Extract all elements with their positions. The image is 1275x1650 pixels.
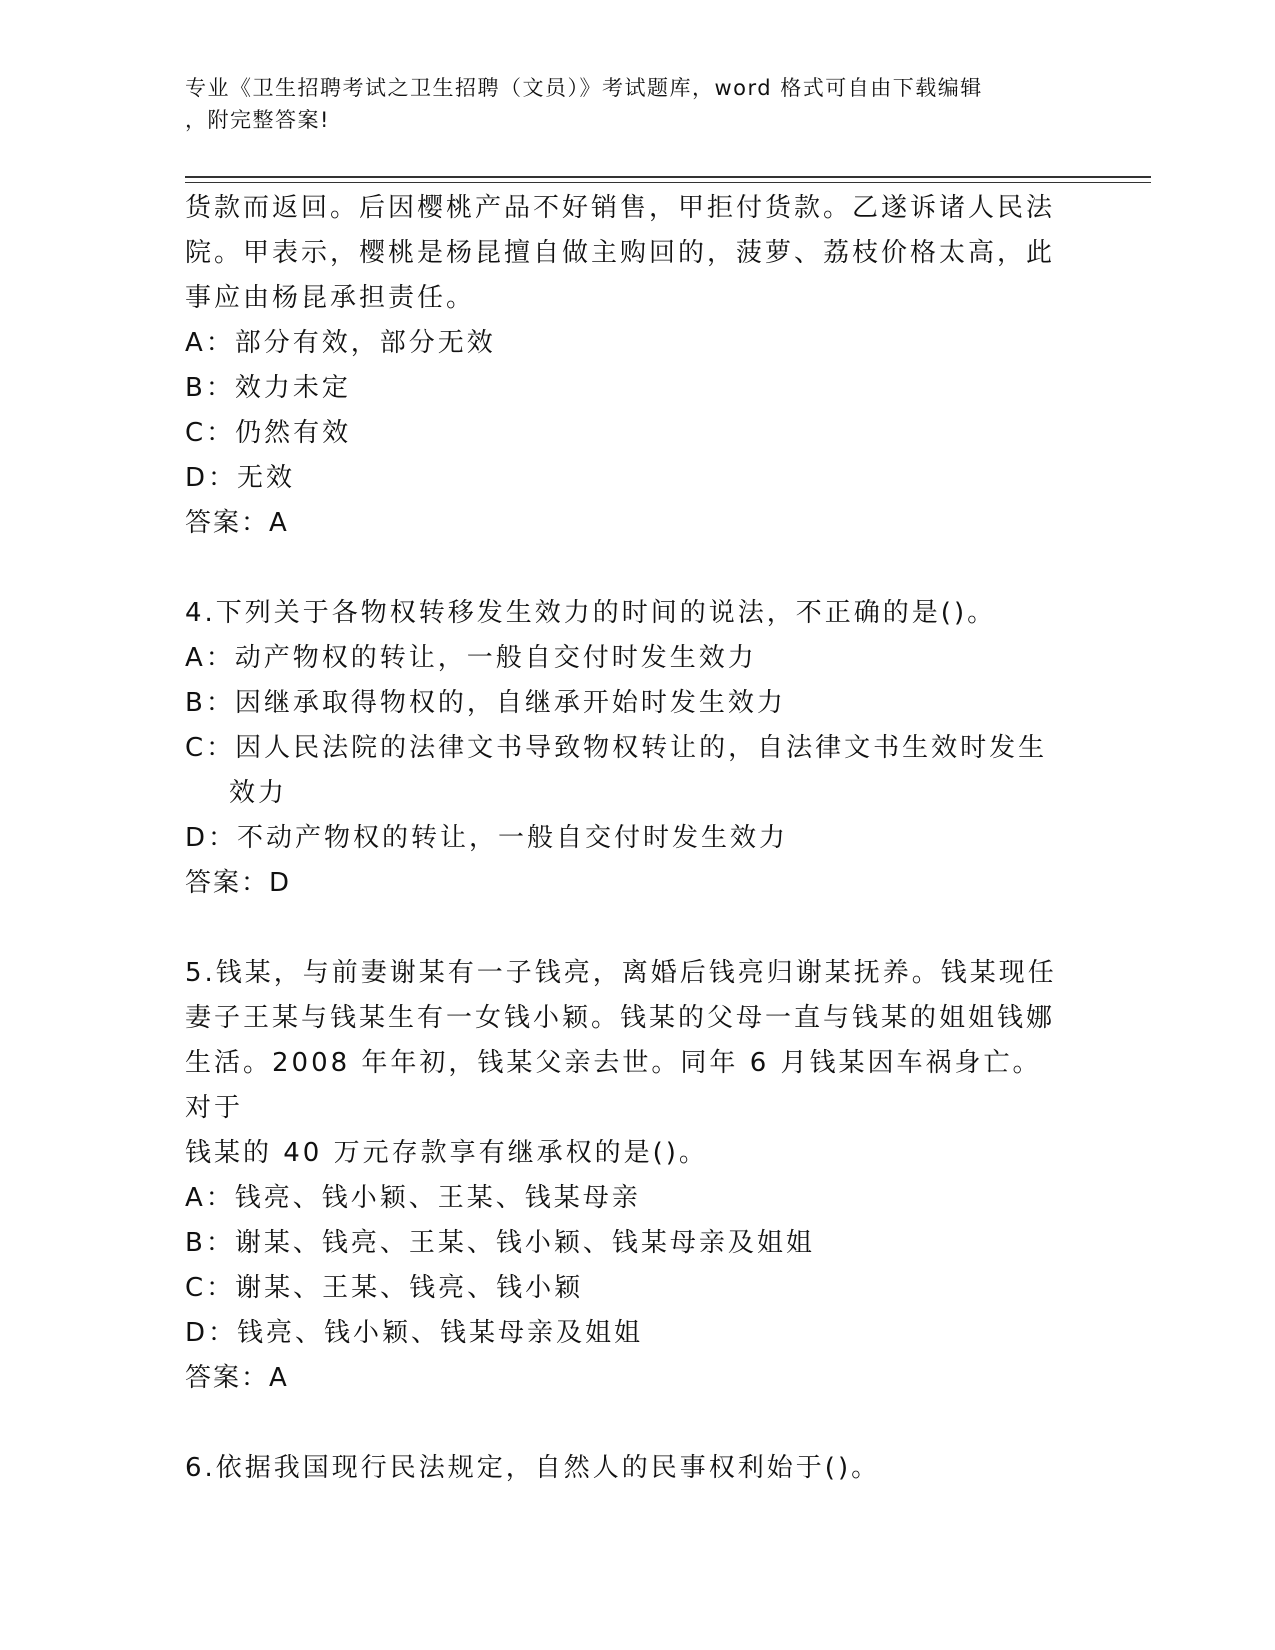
header-line-1: 专业《卫生招聘考试之卫生招聘（文员）》考试题库，word 格式可自由下载编辑 — [185, 76, 983, 100]
question-4-answer: 答案：D — [185, 868, 292, 898]
question-6-block — [185, 1446, 1065, 1491]
question-5-answer: 答案：A — [185, 1363, 289, 1393]
question-3-text-line: 货款而返回。后因樱桃产品不好销售，甲拒付货款。乙遂诉诸人民法 — [185, 193, 1056, 223]
question-3-answer: 答案：A — [185, 508, 289, 538]
question-4-option-d: D：不动产物权的转让，一般自交付时发生效力 — [185, 823, 789, 853]
header-line-2: ，附完整答案! — [185, 108, 330, 132]
question-3-option-c: C：仍然有效 — [185, 418, 352, 448]
question-5-option-d: D：钱亮、钱小颖、钱某母亲及姐姐 — [185, 1318, 644, 1348]
document-header — [185, 72, 1065, 136]
spacer — [185, 546, 1065, 591]
header-divider-thin — [185, 182, 1151, 183]
question-5-text-line: 钱某的 40 万元存款享有继承权的是()。 — [185, 1138, 708, 1168]
question-3-option-a: A：部分有效，部分无效 — [185, 328, 496, 358]
question-3-text-line: 事应由杨昆承担责任。 — [185, 283, 476, 313]
question-5-option-c: C：谢某、王某、钱亮、钱小颖 — [185, 1273, 584, 1303]
question-4-block — [185, 591, 1065, 906]
document-body — [185, 186, 1065, 1491]
question-4-option-b: B：因继承取得物权的，自继承开始时发生效力 — [185, 688, 786, 718]
spacer — [185, 1401, 1065, 1446]
question-4-option-a: A：动产物权的转让，一般自交付时发生效力 — [185, 643, 757, 673]
question-5-text-line: 5.钱某，与前妻谢某有一子钱亮，离婚后钱亮归谢某抚养。钱某现任 — [185, 958, 1057, 988]
question-5-option-b: B：谢某、钱亮、王某、钱小颖、钱某母亲及姐姐 — [185, 1228, 815, 1258]
header-divider-thick — [185, 176, 1151, 178]
question-5-option-a: A：钱亮、钱小颖、王某、钱某母亲 — [185, 1183, 641, 1213]
question-3-option-d: D：无效 — [185, 463, 296, 493]
question-4-option-c: C：因人民法院的法律文书导致物权转让的，自法律文书生效时发生效力 — [185, 733, 1048, 808]
question-5-text-line: 妻子王某与钱某生有一女钱小颖。钱某的父母一直与钱某的姐姐钱娜 — [185, 1003, 1056, 1033]
question-3-block — [185, 186, 1065, 546]
question-4-text: 4.下列关于各物权转移发生效力的时间的说法，不正确的是()。 — [185, 598, 997, 628]
spacer — [185, 906, 1065, 951]
question-3-option-b: B：效力未定 — [185, 373, 351, 403]
question-3-text-line: 院。甲表示，樱桃是杨昆擅自做主购回的，菠萝、荔枝价格太高，此 — [185, 238, 1056, 268]
question-5-block — [185, 951, 1065, 1401]
question-5-text-line: 生活。2008 年年初，钱某父亲去世。同年 6 月钱某因车祸身亡。对于 — [185, 1048, 1042, 1123]
question-6-text: 6.依据我国现行民法规定，自然人的民事权利始于()。 — [185, 1453, 881, 1483]
